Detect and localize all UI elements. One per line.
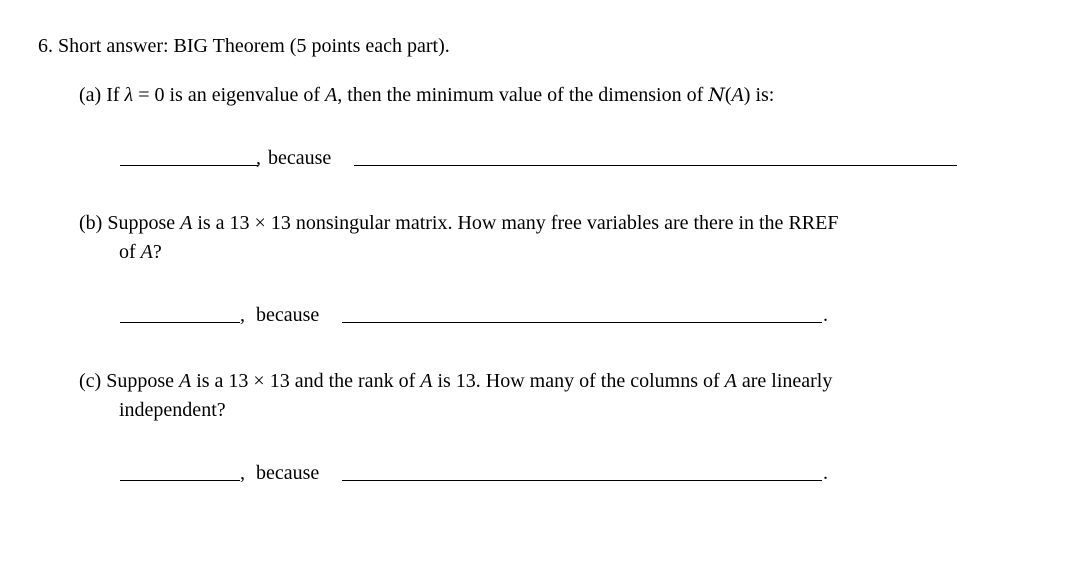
part-c-period: . (823, 462, 828, 484)
part-a-answer-blank[interactable] (120, 165, 258, 166)
part-c-reason-blank[interactable] (342, 480, 822, 481)
part-c-label: (c) (79, 370, 102, 392)
part-b-prompt-line2 (119, 240, 162, 264)
part-c-matrix-a3: A (724, 370, 737, 392)
part-b-period: . (823, 304, 828, 326)
question-title: Short answer: BIG Theorem (5 points each part). (58, 35, 450, 57)
part-c-text-mid: is a 13 × 13 and the rank of (196, 370, 416, 392)
question-number: 6. (38, 35, 53, 57)
part-a-because: because (268, 147, 332, 169)
part-a-paren-close: ) (743, 84, 751, 106)
part-c-text-post: are linearly (741, 370, 833, 392)
part-c-because: because (256, 462, 320, 484)
part-b-because: because (256, 304, 320, 326)
part-a-prompt (79, 83, 774, 107)
part-a-paren-open: ( (724, 84, 732, 106)
part-a-text-post: , then the minimum value of the dimension of (337, 84, 704, 106)
part-c-matrix-a: A (179, 370, 192, 392)
part-b-label: (b) (79, 212, 103, 234)
part-b-matrix-a: A (180, 212, 193, 234)
part-c-text-pre: Suppose (106, 370, 174, 392)
part-a-matrix-a: A (324, 84, 338, 106)
part-c-comma: , (240, 462, 245, 484)
part-b-text-post: is a 13 × 13 nonsingular matrix. How many free variables are there in the RREF (197, 212, 839, 234)
part-a-lambda: λ (124, 84, 134, 106)
part-b-comma: , (240, 304, 245, 326)
part-a-comma: , (256, 147, 261, 169)
part-a-matrix-a2: A (731, 84, 744, 106)
part-b-prompt-line1 (79, 211, 838, 235)
part-a-text-eq: = 0 is an eigenvalue of (138, 84, 320, 106)
part-c-answer-blank[interactable] (120, 480, 240, 481)
part-c-text-mid2: is 13. How many of the columns of (437, 370, 720, 392)
part-c-matrix-a2: A (420, 370, 433, 392)
part-a-nullspace-n: N (708, 84, 725, 106)
part-b-question-mark: ? (152, 241, 162, 263)
part-b-matrix-a2: A (140, 241, 153, 263)
part-b-text-of: of (119, 241, 136, 263)
part-a-label: (a) (79, 84, 102, 106)
part-b-reason-blank[interactable] (342, 322, 822, 323)
part-a-reason-blank[interactable] (354, 165, 957, 166)
part-c-prompt-line1 (79, 369, 832, 393)
part-b-answer-blank[interactable] (120, 322, 240, 323)
part-b-text-pre: Suppose (107, 212, 176, 234)
part-a-text-pre: If (106, 84, 120, 106)
part-c-prompt-line2: independent? (119, 399, 226, 421)
question-header (38, 34, 450, 58)
part-a-text-tail: is: (755, 84, 775, 106)
